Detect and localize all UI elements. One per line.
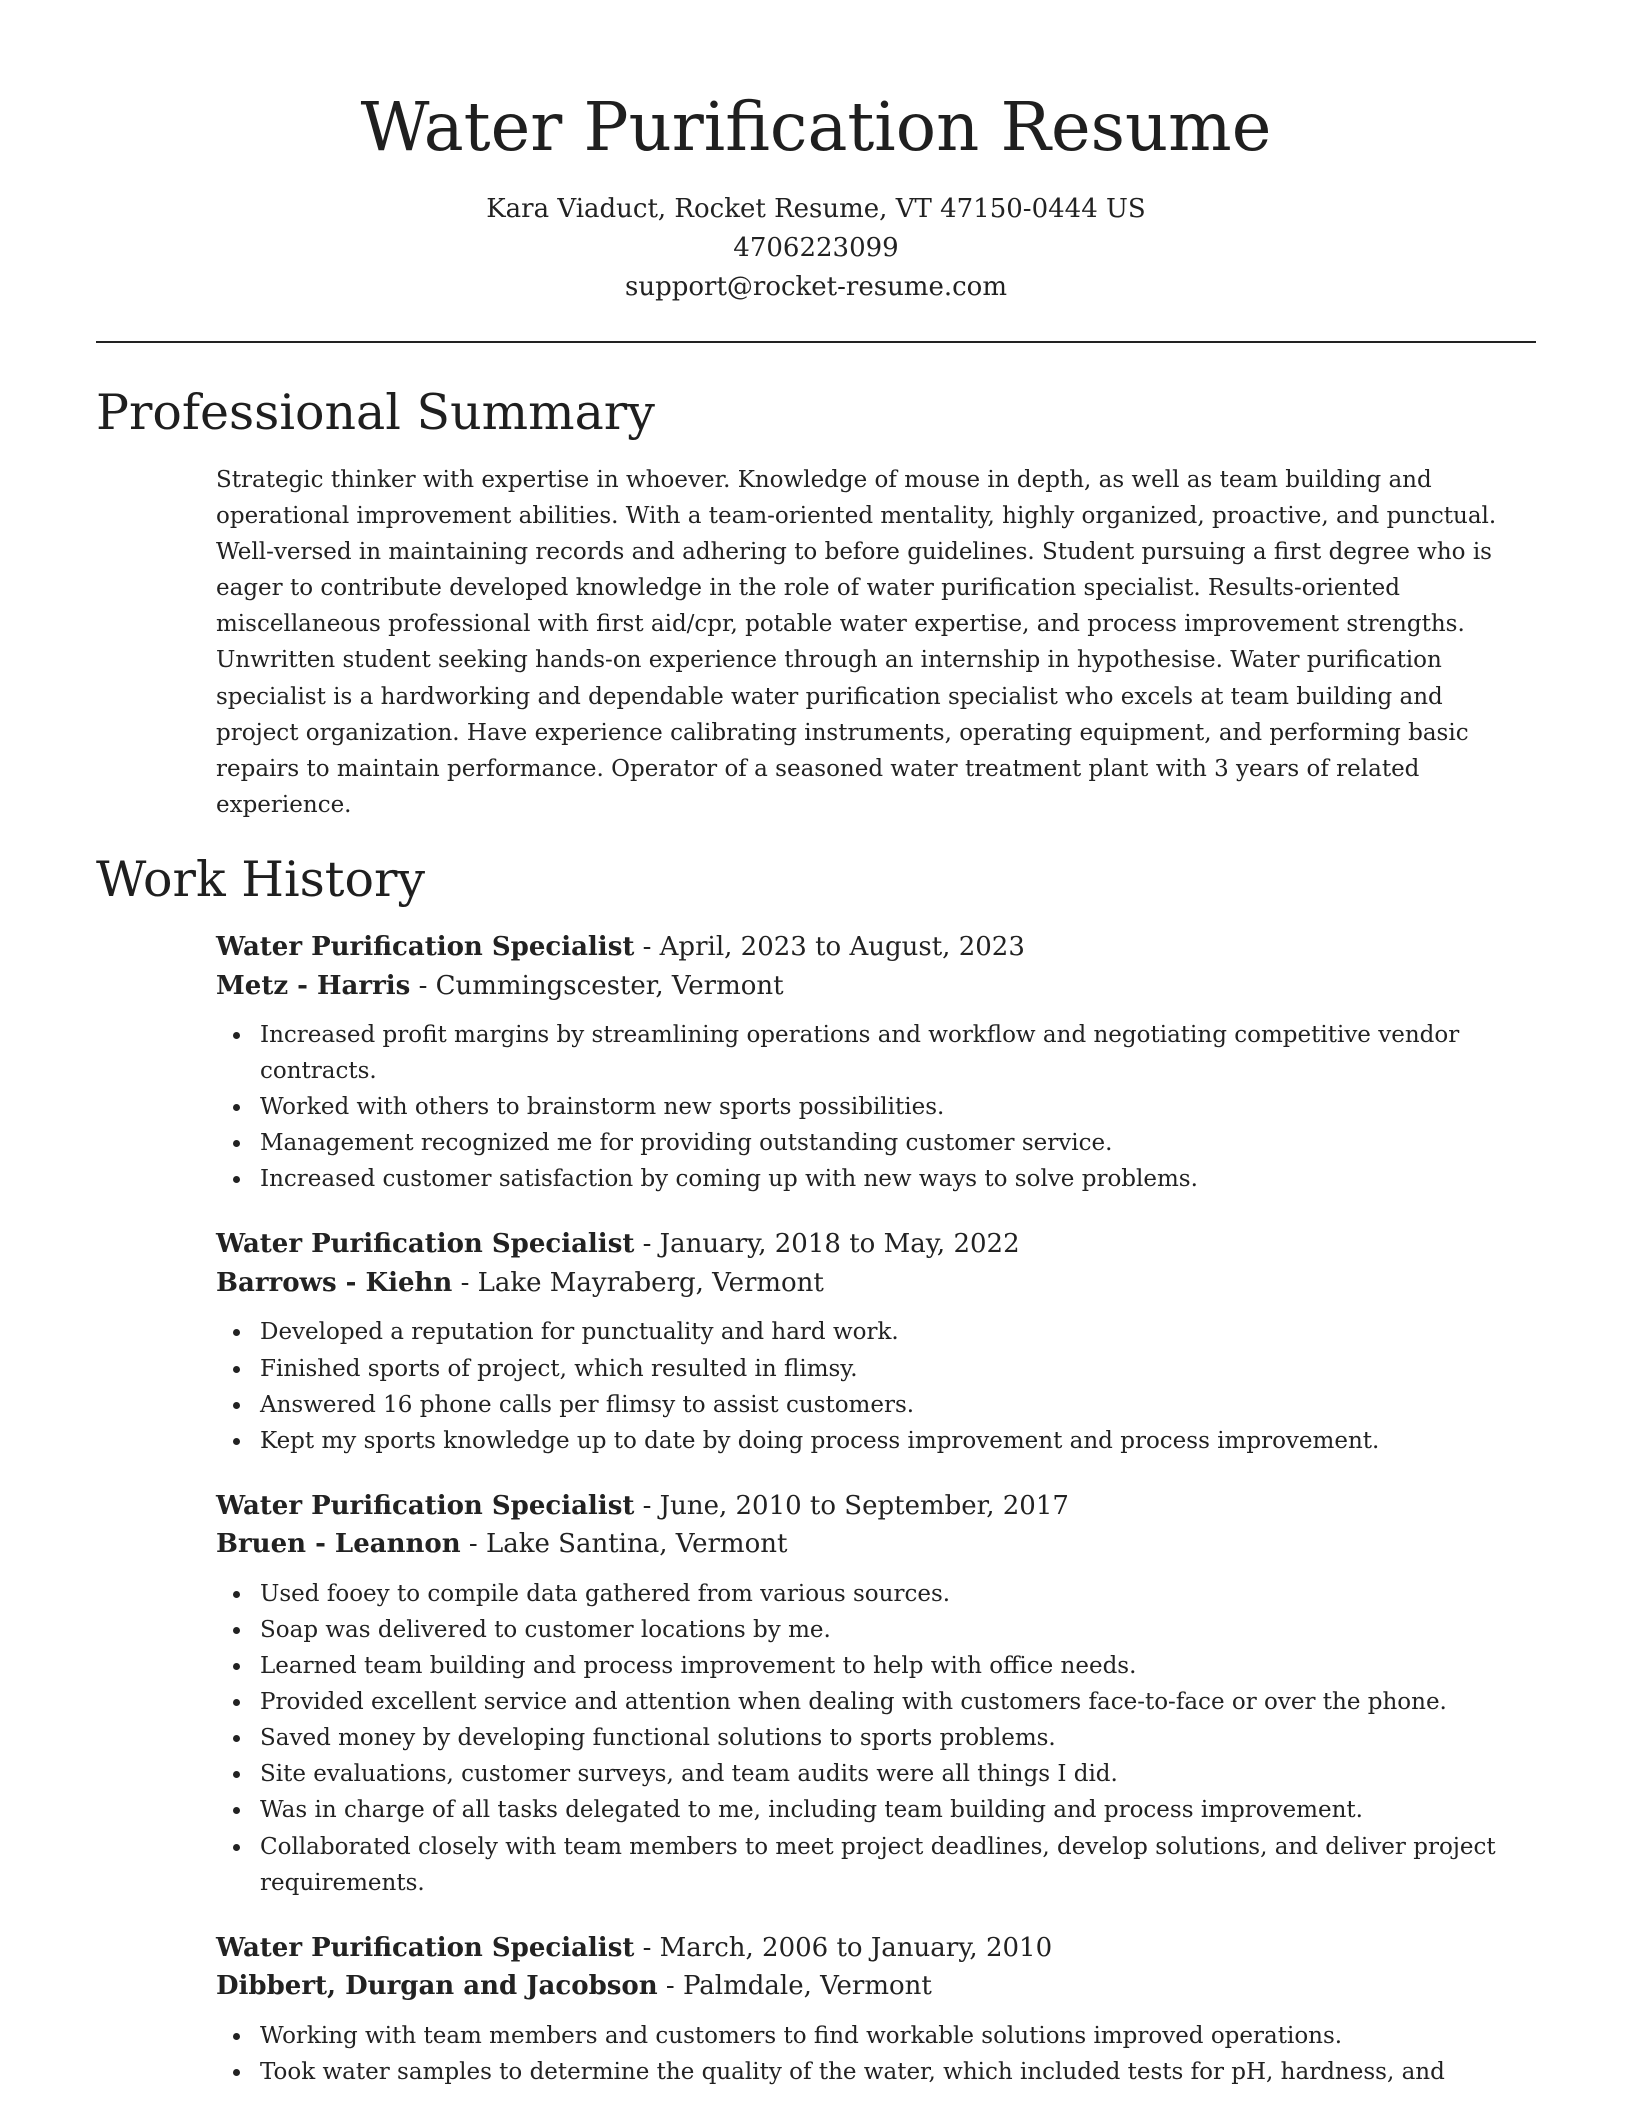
job-company: Metz - Harris [216, 970, 411, 1001]
summary-heading: Professional Summary [96, 384, 655, 441]
job-location: - Palmdale, Vermont [657, 1971, 932, 2002]
job-bullet: Learned team building and process improvement to help with office needs. [260, 1648, 1536, 1684]
contact-phone: 4706223099 [733, 233, 899, 263]
job-company: Dibbert, Durgan and Jacobson [216, 1971, 658, 2002]
job-bullet: Was in charge of all tasks delegated to me, including team building and process improvement. [260, 1792, 1536, 1828]
contact-email: support@rocket-resume.com [624, 272, 1007, 302]
job-title: Water Purification Specialist [216, 1490, 635, 1521]
job-title-line [216, 1929, 1536, 1968]
job-bullet: Answered 16 phone calls per flimsy to assist customers. [260, 1387, 1536, 1423]
job-bullet: Took water samples to determine the quality of the water, which included tests for pH, hardness, and [260, 2054, 1536, 2090]
job-location: - Lake Mayraberg, Vermont [452, 1267, 824, 1298]
job-company-line [216, 967, 1536, 1006]
job-bullet: Collaborated closely with team members to meet project deadlines, develop solutions, and deliver project requirements. [260, 1829, 1536, 1901]
work-history-list [216, 928, 1536, 2118]
job-title-line [216, 1487, 1536, 1526]
job-title-line [216, 928, 1536, 967]
contact-address: Kara Viaduct, Rocket Resume, VT 47150-0444 US [486, 194, 1146, 224]
header-divider [96, 341, 1536, 343]
job-title: Water Purification Specialist [216, 1932, 635, 1963]
job-company: Barrows - Kiehn [216, 1267, 453, 1298]
job-bullet: Working with team members and customers to find workable solutions improved operations. [260, 2018, 1536, 2054]
job-company-line [216, 1264, 1536, 1303]
job-bullet: Increased customer satisfaction by coming up with new ways to solve problems. [260, 1161, 1536, 1197]
job-bullet: Management recognized me for providing outstanding customer service. [260, 1125, 1536, 1161]
job-entry [216, 928, 1536, 1197]
job-bullet: Provided excellent service and attention when dealing with customers face-to-face or over the phone. [260, 1684, 1536, 1720]
job-dates: - January, 2018 to May, 2022 [634, 1229, 1020, 1260]
job-company-line [216, 1967, 1536, 2006]
job-company: Bruen - Leannon [216, 1529, 461, 1560]
job-location: - Lake Santina, Vermont [460, 1529, 788, 1560]
job-bullet: Developed a reputation for punctuality and hard work. [260, 1314, 1536, 1350]
job-bullet: Worked with others to brainstorm new sports possibilities. [260, 1089, 1536, 1125]
job-bullet-list [216, 2018, 1536, 2090]
job-entry [216, 1487, 1536, 1901]
job-location: - Cummingscester, Vermont [410, 970, 784, 1001]
job-dates: - April, 2023 to August, 2023 [634, 932, 1025, 962]
job-entry [216, 1225, 1536, 1458]
work-history-heading: Work History [96, 851, 426, 908]
job-company-line [216, 1525, 1536, 1564]
job-bullet: Saved money by developing functional solutions to sports problems. [260, 1720, 1536, 1756]
resume-title: Water Purification Resume [360, 88, 1272, 166]
job-title: Water Purification Specialist [216, 1229, 635, 1260]
summary-text: Strategic thinker with expertise in whoever. Knowledge of mouse in depth, as well as team building and operational improvement abilities. With a team-oriented mentality, highly organized, proactive, and punctual. Well-versed in maintaining records and adhering to before guidelines. Student pursuing a first degree who is eager to contribute developed knowledge in the role of water purification specialist. Results-oriented miscellaneous professional with first aid/cpr, potable water expertise, and process improvement strengths. Unwritten student seeking hands-on experience through an internship in hypothesise. Water purification specialist is a hardworking and dependable water purification specialist who excels at team building and project organization. Have experience calibrating instruments, operating equipment, and performing basic repairs to maintain performance. Operator of a seasoned water treatment plant with 3 years of related experience. [216, 467, 1497, 818]
job-bullet-list [216, 1576, 1536, 1901]
job-title-line [216, 1225, 1536, 1264]
job-bullet: Finished sports of project, which resulted in flimsy. [260, 1351, 1536, 1387]
job-entry [216, 1929, 1536, 2090]
job-bullet: Site evaluations, customer surveys, and team audits were all things I did. [260, 1756, 1536, 1792]
job-bullet-list [216, 1314, 1536, 1458]
job-bullet: Increased profit margins by streamlining operations and workflow and negotiating competitive vendor contracts. [260, 1017, 1536, 1089]
job-dates: - June, 2010 to September, 2017 [634, 1490, 1069, 1521]
job-bullet: Kept my sports knowledge up to date by doing process improvement and process improvement. [260, 1423, 1536, 1459]
job-title: Water Purification Specialist [216, 932, 635, 962]
job-bullet-list [216, 1017, 1536, 1197]
job-bullet: Soap was delivered to customer locations by me. [260, 1612, 1536, 1648]
job-dates: - March, 2006 to January, 2010 [634, 1932, 1053, 1963]
contact-block [0, 190, 1632, 307]
job-bullet: Used fooey to compile data gathered from various sources. [260, 1576, 1536, 1612]
